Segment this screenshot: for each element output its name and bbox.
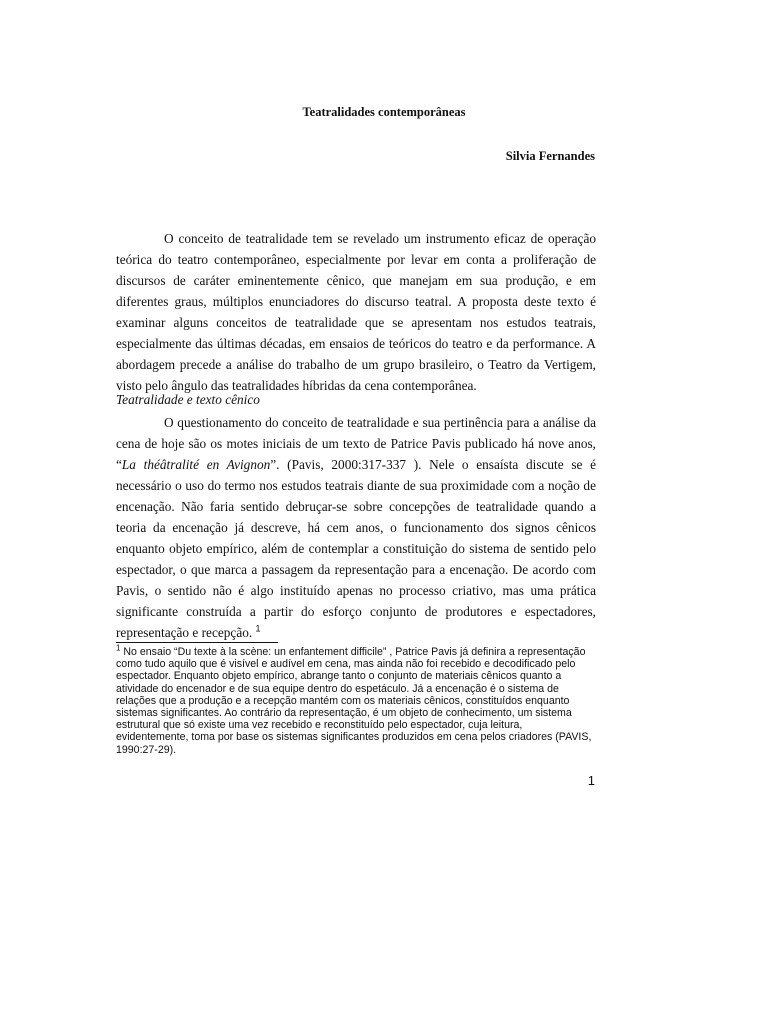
section-heading: Teatralidade e texto cênico xyxy=(116,392,260,407)
footnote-number: 1 xyxy=(116,643,121,653)
paragraph-body xyxy=(116,412,596,643)
footnote-reference[interactable]: 1 xyxy=(255,623,261,634)
author-name: Silvia Fernandes xyxy=(505,149,595,163)
paragraph-body-text-2: ”. (Pavis, 2000:317-337 ). Nele o ensaísta discute se é necessário o uso do termo nos estudos teatrais diante de sua proximidade com a noção de encenação. Não faria sentido debruçar-se sobre concepções de teatralidade quando a teoria da encenação já descreve, há cem anos, o funcionamento dos signos cênicos enquanto objeto empírico, além de contemplar a constituição do sistema de sentido pelo espectador, o que marca a passagem da representação para a encenação. De acordo com Pavis, o sentido não é algo instituído apenas no processo criativo, mas uma prática significante construída a partir do esforço conjunto de produtores e espectadores, representação e recepção. xyxy=(116,457,596,640)
footnote-text: No ensaio “Du texte à la scène: un enfantement difficile” , Patrice Pavis já definira a representação como tudo aquilo que é visível e audível em cena, mas ainda não foi recebido e decodificado pelo espectador. Enquanto objeto empírico, abrange tanto o conjunto de materiais cênicos quanto a atividade do encenador e de sua equipe dentro do espetáculo. Já a encenação é o sistema de relações que a produção e a recepção mantém com os materiais cênicos, constituídos enquanto sistemas significantes. Ao contrário da representação, é um objeto de conhecimento, um sistema estrutural que só existe uma vez recebido e reconstituído pelo espectador, cuja leitura, evidentemente, toma por base os sistemas significantes produzidos em cena pelos criadores (PAVIS, 1990:27-29). xyxy=(116,646,592,756)
document-title: Teatralidades contemporâneas xyxy=(302,105,466,119)
footnote-divider xyxy=(116,642,278,643)
paragraph-intro: O conceito de teatralidade tem se revelado um instrumento eficaz de operação teórica do teatro contemporâneo, especialmente por levar em conta a proliferação de discursos de caráter eminentemente cênico, que manejam em sua produção, e em diferentes graus, múltiplos enunciadores do discurso teatral. A proposta deste texto é examinar alguns conceitos de teatralidade que se apresentam nos estudos teatrais, especialmente das últimas décadas, em ensaios de teóricos do teatro e da performance. A abordagem precede a análise do trabalho de um grupo brasileiro, o Teatro da Vertigem, visto pelo ângulo das teatralidades híbridas da cena contemporânea. xyxy=(116,231,596,393)
footnote xyxy=(116,643,596,756)
cited-work-title: La théâtralité en Avignon xyxy=(121,457,271,472)
paragraph-body-text-1: O questionamento do conceito de teatralidade e sua pertinência para a análise da cena de hoje são os motes iniciais de um texto de Patrice Pavis publicado há nove anos, “ xyxy=(116,415,596,472)
page-number: 1 xyxy=(587,773,595,788)
